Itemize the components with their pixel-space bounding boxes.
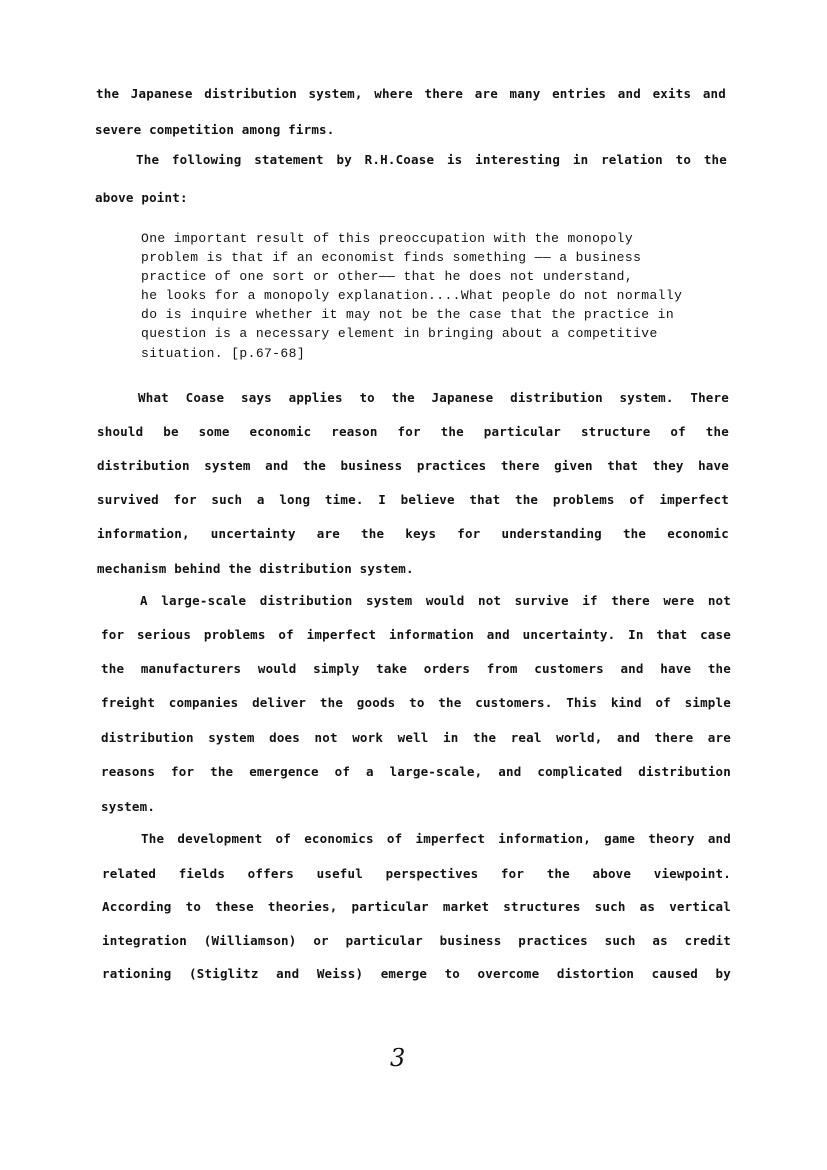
paragraph-5-line-4: integration (Williamson) or particular business practices such as credit [102,933,731,948]
block-quote-line-5: do is inquire whether it may not be the case that the practice in [141,307,675,322]
block-quote-line-1: One important result of this preoccupation with the monopoly [141,231,634,246]
paragraph-3-line-5: information, uncertainty are the keys for understanding the economic [97,526,729,541]
paragraph-3-line-2: should be some economic reason for the particular structure of the [97,424,729,439]
block-quote-line-6: question is a necessary element in bringing about a competitive [141,326,658,341]
paragraph-4-line-5: distribution system does not work well in the real world, and there are [101,730,731,745]
paragraph-4-line-1: A large-scale distribution system would not survive if there were not [140,593,731,608]
paragraph-5-line-2: related fields offers useful perspectives for the above viewpoint. [102,866,731,881]
paragraph-3-line-1: What Coase says applies to the Japanese distribution system. There [138,390,729,405]
paragraph-1-line-1: the Japanese distribution system, where there are many entries and exits and [96,86,726,101]
page-number: 3 [390,1044,406,1072]
paragraph-4-line-6: reasons for the emergence of a large-scale, and complicated distribution [101,764,731,779]
paragraph-2-line-1: The following statement by R.H.Coase is interesting in relation to the [136,152,727,167]
paragraph-5-line-5: rationing (Stiglitz and Weiss) emerge to overcome distortion caused by [102,966,731,981]
paragraph-2-line-2: above point: [95,190,188,205]
paragraph-1-line-2: severe competition among firms. [95,122,335,137]
paragraph-3-line-6: mechanism behind the distribution system. [97,561,414,576]
paragraph-3-line-4: survived for such a long time. I believe that the problems of imperfect [97,492,729,507]
paragraph-4-line-2: for serious problems of imperfect information and uncertainty. In that case [101,627,731,642]
block-quote-line-2: problem is that if an economist finds something —— a business [141,250,642,265]
paragraph-4-line-7: system. [101,799,156,814]
paragraph-4-line-4: freight companies deliver the goods to the customers. This kind of simple [101,695,731,710]
block-quote-line-3: practice of one sort or other—— that he does not understand, [141,269,634,284]
paragraph-5-line-3: According to these theories, particular market structures such as vertical [102,899,731,914]
paragraph-3-line-3: distribution system and the business practices there given that they have [97,458,729,473]
block-quote-line-7: situation. [p.67-68] [141,346,306,361]
paragraph-5-line-1: The development of economics of imperfect information, game theory and [141,831,731,846]
block-quote-line-4: he looks for a monopoly explanation....What people do not normally [141,288,683,303]
paragraph-4-line-3: the manufacturers would simply take orders from customers and have the [101,661,731,676]
